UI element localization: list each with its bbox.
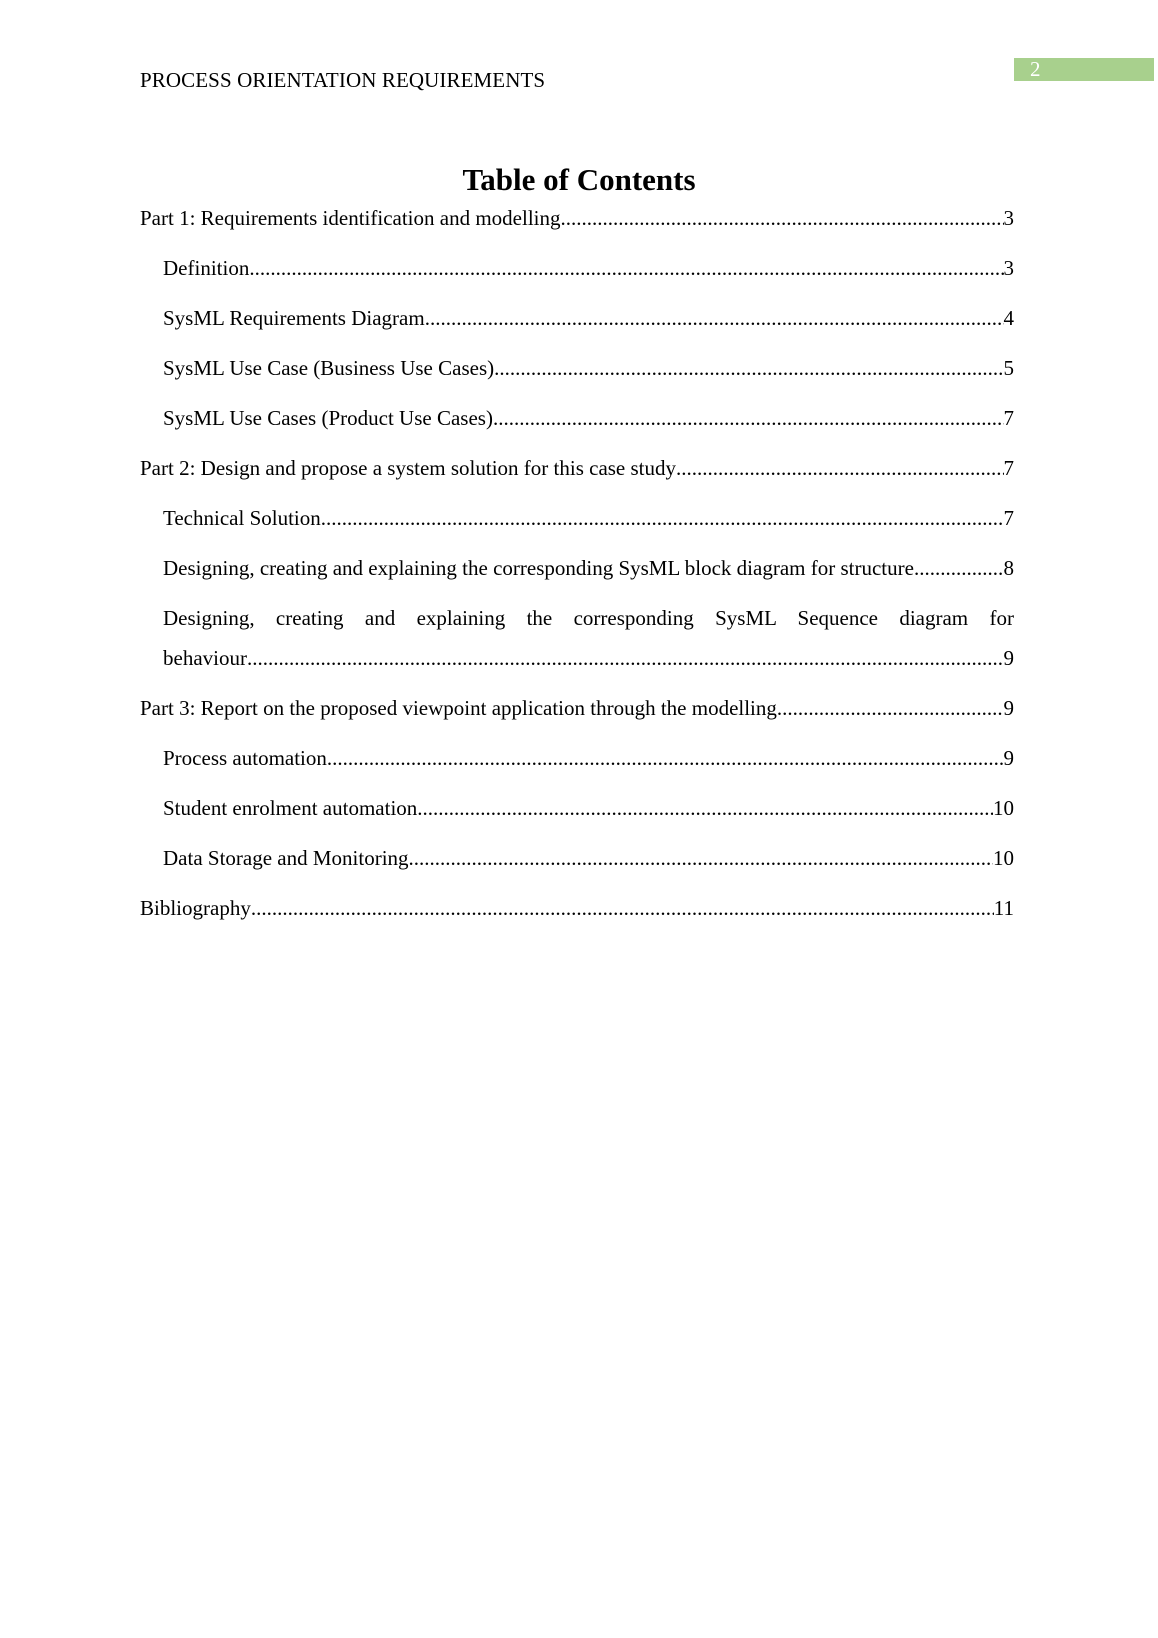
toc-entry-page: 10 [993, 846, 1014, 870]
toc-entry-page: 11 [993, 896, 1014, 920]
toc-dot-leader [561, 198, 1004, 238]
toc-entry-page: 9 [1003, 646, 1014, 670]
toc-entry-text: Designing, creating and explaining the corresponding SysML block diagram for structure [163, 556, 914, 580]
toc-entry-text: SysML Use Cases (Product Use Cases) [163, 406, 493, 430]
toc-entry-definition[interactable] [140, 248, 1014, 288]
toc-entry-bibliography[interactable] [140, 888, 1014, 928]
toc-dot-leader [417, 788, 993, 828]
toc-entry-text: Student enrolment automation [163, 796, 418, 820]
toc-entry-page: 7 [1003, 406, 1014, 430]
toc-entry-text: SysML Use Case (Business Use Cases) [163, 356, 495, 380]
toc-entry-process-automation[interactable] [140, 738, 1014, 778]
toc-dot-leader [409, 838, 993, 878]
toc-dot-leader [249, 248, 1003, 288]
toc-dot-leader [251, 888, 994, 928]
page-number-badge [1014, 58, 1154, 81]
toc-entry-text: Part 3: Report on the proposed viewpoint application through the modelling [140, 696, 777, 720]
toc-entry-page: 10 [993, 796, 1014, 820]
toc-title: Table of Contents [462, 162, 696, 197]
toc-entry-block-diagram[interactable] [140, 548, 1014, 588]
toc-entry-text: Data Storage and Monitoring [163, 846, 409, 870]
page-number: 2 [1030, 57, 1041, 81]
toc-entry-line-2 [163, 638, 1014, 678]
toc-entry-page: 3 [1003, 256, 1014, 280]
toc-entry-text: Technical Solution [163, 506, 321, 530]
toc-dot-leader [247, 638, 1004, 678]
toc-dot-leader [493, 398, 1004, 438]
toc-entry-text-line-1: Designing, creating and explaining the corresponding SysML Sequence diagram for [163, 606, 1014, 630]
toc-entry-page: 5 [1003, 356, 1014, 380]
toc-entry-page: 9 [1003, 746, 1014, 770]
toc-entry-text: Definition [163, 256, 250, 280]
toc-dot-leader [914, 548, 1004, 588]
toc-entry-part-1[interactable] [140, 198, 1014, 238]
toc-entry-text-line-2: behaviour [163, 646, 247, 670]
toc-entry-sequence-diagram[interactable] [140, 598, 1014, 678]
toc-entry-data-storage[interactable] [140, 838, 1014, 878]
toc-entry-text: Bibliography [140, 896, 251, 920]
toc-dot-leader [321, 498, 1004, 538]
toc-entry-product-use-cases[interactable] [140, 398, 1014, 438]
toc-entry-page: 3 [1003, 206, 1014, 230]
toc-dot-leader [494, 348, 1003, 388]
table-of-contents [140, 198, 1014, 938]
toc-entry-text: Process automation [163, 746, 327, 770]
toc-entry-part-2[interactable] [140, 448, 1014, 488]
toc-dot-leader [676, 448, 1003, 488]
toc-entry-text: Part 2: Design and propose a system solution for this case study [140, 456, 677, 480]
toc-entry-page: 4 [1003, 306, 1014, 330]
toc-entry-student-enrolment[interactable] [140, 788, 1014, 828]
toc-entry-page: 8 [1003, 556, 1014, 580]
toc-entry-technical-solution[interactable] [140, 498, 1014, 538]
toc-dot-leader [777, 688, 1004, 728]
running-header-title: PROCESS ORIENTATION REQUIREMENTS [140, 68, 546, 92]
toc-dot-leader [327, 738, 1004, 778]
toc-entry-text: SysML Requirements Diagram [163, 306, 425, 330]
toc-entry-page: 7 [1003, 456, 1014, 480]
toc-entry-page: 7 [1003, 506, 1014, 530]
toc-entry-requirements-diagram[interactable] [140, 298, 1014, 338]
toc-entry-part-3[interactable] [140, 688, 1014, 728]
toc-dot-leader [425, 298, 1004, 338]
toc-entry-business-use-cases[interactable] [140, 348, 1014, 388]
toc-entry-text: Part 1: Requirements identification and modelling [140, 206, 561, 230]
toc-entry-page: 9 [1003, 696, 1014, 720]
